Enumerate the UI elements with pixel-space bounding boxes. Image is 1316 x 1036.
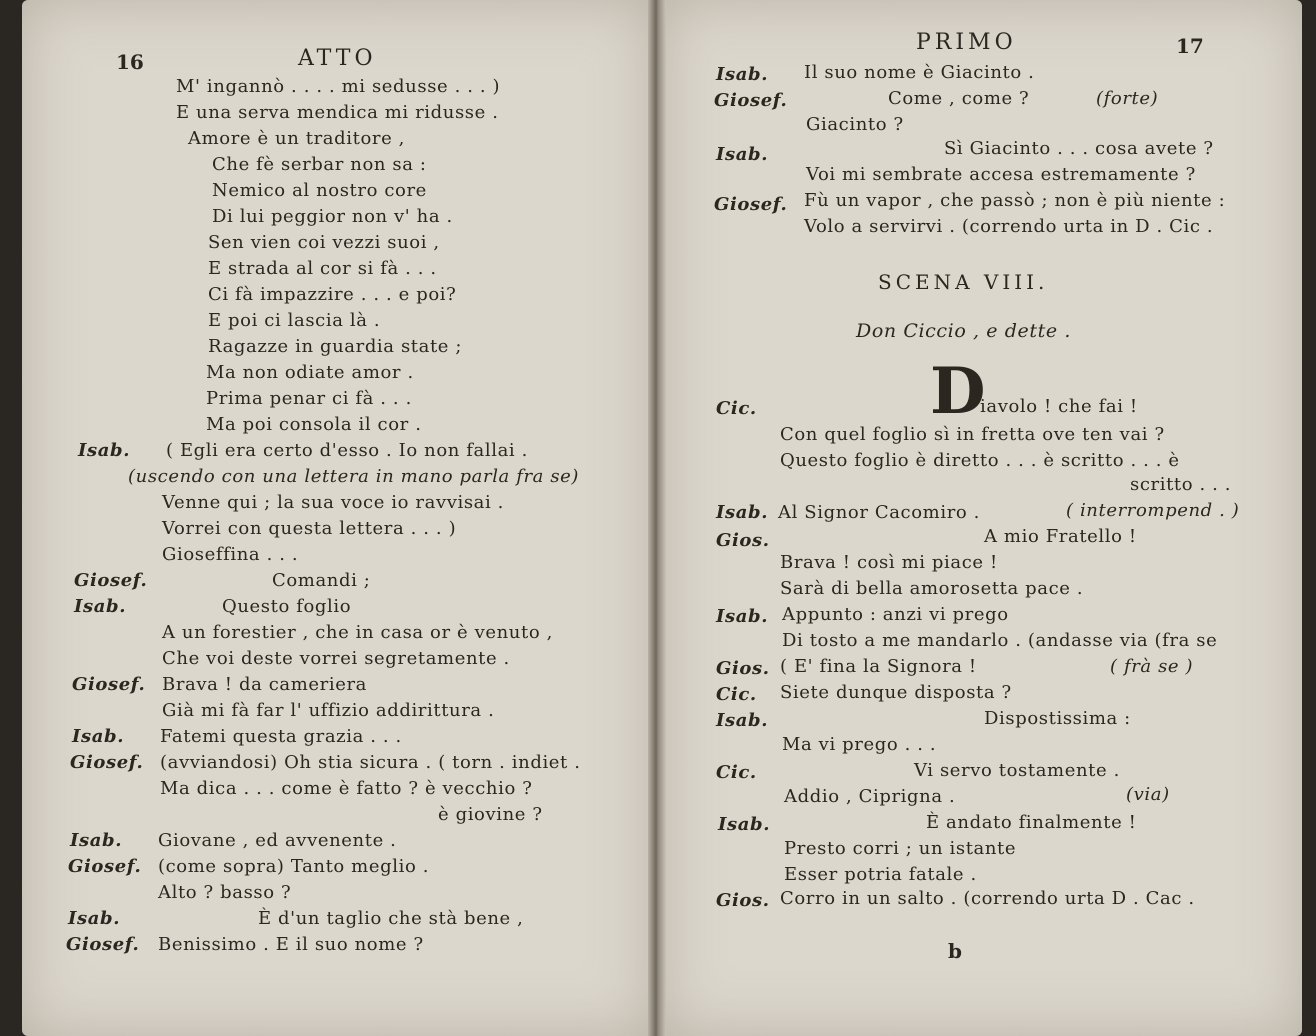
signature-mark: b bbox=[948, 939, 963, 963]
dialogue-line: (come sopra) Tanto meglio . bbox=[158, 856, 430, 877]
speaker-label: Isab. bbox=[74, 596, 127, 617]
dialogue-line: Il suo nome è Giacinto . bbox=[804, 62, 1035, 83]
dialogue-line: A mio Fratello ! bbox=[984, 526, 1137, 547]
verse-line: Amore è un traditore , bbox=[188, 128, 405, 149]
dialogue-line: Sarà di bella amorosetta pace . bbox=[780, 578, 1084, 599]
speaker-label: Giosef. bbox=[714, 90, 788, 111]
speaker-label: Cic. bbox=[716, 762, 757, 783]
dialogue-line: Ma dica . . . come è fatto ? è vecchio ? bbox=[160, 778, 533, 799]
speaker-label: Giosef. bbox=[72, 674, 146, 695]
dialogue-line: È andato finalmente ! bbox=[926, 812, 1137, 833]
speaker-label: Cic. bbox=[716, 398, 757, 419]
dialogue-line: A un forestier , che in casa or è venuto , bbox=[162, 622, 553, 643]
speaker-label: Isab. bbox=[716, 64, 769, 85]
dialogue-line: (avviandosi) Oh stia sicura . ( torn . indiet . bbox=[160, 752, 581, 773]
speaker-label: Isab. bbox=[72, 726, 125, 747]
speaker-label: Gios. bbox=[716, 890, 770, 911]
dialogue-line: ( Egli era certo d'esso . Io non fallai . bbox=[166, 440, 528, 461]
speaker-label: Cic. bbox=[716, 684, 757, 705]
dialogue-line: Siete dunque disposta ? bbox=[780, 682, 1012, 703]
dialogue-line: Ma vi prego . . . bbox=[782, 734, 937, 755]
scene-title: SCENA VIII. bbox=[878, 270, 1049, 294]
dialogue-line: Già mi fà far l' uffizio addirittura . bbox=[162, 700, 495, 721]
dialogue-line: Vi servo tostamente . bbox=[914, 760, 1120, 781]
dialogue-line: scritto . . . bbox=[1130, 474, 1232, 495]
running-header-right: PRIMO bbox=[916, 30, 1017, 55]
dialogue-line: Fù un vapor , che passò ; non è più niente : bbox=[804, 190, 1226, 211]
dialogue-line: Con quel foglio sì in fretta ove ten vai ? bbox=[780, 424, 1165, 445]
verse-line: E strada al cor si fà . . . bbox=[208, 258, 437, 279]
speaker-label: Isab. bbox=[718, 814, 771, 835]
speaker-label: Isab. bbox=[716, 710, 769, 731]
page-number-right: 17 bbox=[1176, 34, 1204, 58]
verse-line: Di lui peggior non v' ha . bbox=[212, 206, 453, 227]
speaker-label: Isab. bbox=[716, 606, 769, 627]
dialogue-line: Alto ? basso ? bbox=[158, 882, 292, 903]
dialogue-line: Sì Giacinto . . . cosa avete ? bbox=[944, 138, 1214, 159]
dialogue-line: Venne qui ; la sua voce io ravvisai . bbox=[162, 492, 505, 513]
dialogue-line: Questo foglio bbox=[222, 596, 352, 617]
stage-direction: ( interrompend . ) bbox=[1066, 500, 1240, 521]
dialogue-line: Benissimo . E il suo nome ? bbox=[158, 934, 424, 955]
speaker-label: Giosef. bbox=[714, 194, 788, 215]
speaker-label: Gios. bbox=[716, 530, 770, 551]
speaker-label: Isab. bbox=[70, 830, 123, 851]
stage-direction: (via) bbox=[1126, 784, 1170, 805]
dialogue-line: Dispostissima : bbox=[984, 708, 1131, 729]
verse-line: Ci fà impazzire . . . e poi? bbox=[208, 284, 457, 305]
dialogue-line: ( E' fina la Signora ! bbox=[780, 656, 977, 677]
running-header-left: ATTO bbox=[298, 46, 377, 71]
dialogue-line: Fatemi questa grazia . . . bbox=[160, 726, 402, 747]
stage-direction: (uscendo con una lettera in mano parla fra se) bbox=[128, 466, 580, 487]
dialogue-line: Gioseffina . . . bbox=[162, 544, 299, 565]
verse-line: Ma non odiate amor . bbox=[206, 362, 414, 383]
verse-line: E poi ci lascia là . bbox=[208, 310, 381, 331]
verse-line: Ragazze in guardia state ; bbox=[208, 336, 463, 357]
speaker-label: Giosef. bbox=[70, 752, 144, 773]
speaker-label: Giosef. bbox=[68, 856, 142, 877]
drop-cap: D bbox=[930, 354, 986, 429]
dialogue-line: Al Signor Cacomiro . bbox=[778, 502, 980, 523]
dialogue-line: Questo foglio è diretto . . . è scritto . . . è bbox=[780, 450, 1180, 471]
speaker-label: Isab. bbox=[68, 908, 121, 929]
speaker-label: Isab. bbox=[716, 144, 769, 165]
stage-direction: (forte) bbox=[1096, 88, 1159, 109]
dialogue-line: Corro in un salto . (correndo urta D . Cac . bbox=[780, 888, 1195, 909]
verse-line: M' ingannò . . . . mi sedusse . . . ) bbox=[176, 76, 501, 97]
speaker-label: Isab. bbox=[716, 502, 769, 523]
dialogue-line: Volo a servirvi . (correndo urta in D . Cic . bbox=[804, 216, 1214, 237]
dialogue-line: Di tosto a me mandarlo . (andasse via (fra se bbox=[782, 630, 1218, 651]
dialogue-line: Addio , Ciprigna . bbox=[784, 786, 956, 807]
dialogue-line: Vorrei con questa lettera . . . ) bbox=[162, 518, 457, 539]
dialogue-line: Voi mi sembrate accesa estremamente ? bbox=[806, 164, 1196, 185]
dialogue-line: Giovane , ed avvenente . bbox=[158, 830, 397, 851]
dialogue-line: Come , come ? bbox=[888, 88, 1030, 109]
dialogue-line: Comandi ; bbox=[272, 570, 371, 591]
dialogue-line: Brava ! così mi piace ! bbox=[780, 552, 998, 573]
speaker-label: Isab. bbox=[78, 440, 131, 461]
verse-line: Sen vien coi vezzi suoi , bbox=[208, 232, 440, 253]
stage-direction: ( frà se ) bbox=[1110, 656, 1194, 677]
verse-line: Che fè serbar non sa : bbox=[212, 154, 427, 175]
dialogue-line: Brava ! da cameriera bbox=[162, 674, 367, 695]
verse-line: Nemico al nostro core bbox=[212, 180, 427, 201]
dialogue-line: È d'un taglio che stà bene , bbox=[258, 908, 524, 929]
scene-persons: Don Ciccio , e dette . bbox=[856, 320, 1071, 342]
verse-line: E una serva mendica mi ridusse . bbox=[176, 102, 499, 123]
dialogue-line: Che voi deste vorrei segretamente . bbox=[162, 648, 510, 669]
speaker-label: Giosef. bbox=[66, 934, 140, 955]
verse-line: Prima penar ci fà . . . bbox=[206, 388, 412, 409]
book-gutter bbox=[648, 0, 666, 1036]
dialogue-line: iavolo ! che fai ! bbox=[980, 396, 1138, 417]
dialogue-line: è giovine ? bbox=[438, 804, 543, 825]
speaker-label: Gios. bbox=[716, 658, 770, 679]
dialogue-line: Esser potria fatale . bbox=[784, 864, 977, 885]
verse-line: Ma poi consola il cor . bbox=[206, 414, 422, 435]
speaker-label: Giosef. bbox=[74, 570, 148, 591]
page-number-left: 16 bbox=[116, 50, 144, 74]
dialogue-line: Giacinto ? bbox=[806, 114, 904, 135]
dialogue-line: Presto corri ; un istante bbox=[784, 838, 1017, 859]
dialogue-line: Appunto : anzi vi prego bbox=[782, 604, 1009, 625]
